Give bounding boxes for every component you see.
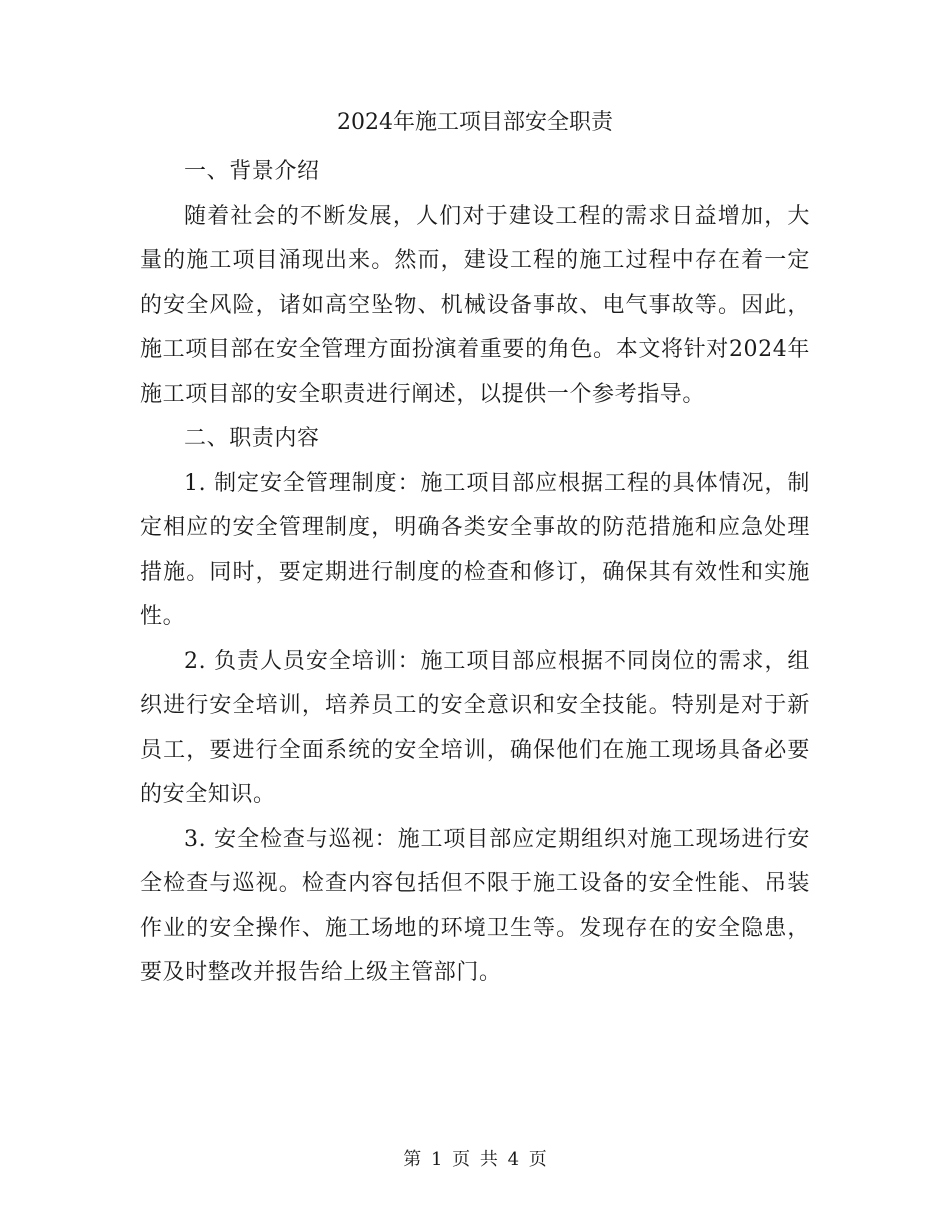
- duty-paragraph-3: 3. 安全检查与巡视：施工项目部应定期组织对施工现场进行安全检查与巡视。检查内容包括但不限于施工设备的安全性能、吊装作业的安全操作、施工场地的环境卫生等。发现存在的安全隐患，要及时整改并报告给上级主管部门。: [140, 826, 810, 985]
- document-title: 2024年施工项目部安全职责: [337, 110, 613, 135]
- section-heading-background: 一、背景介绍: [184, 159, 320, 184]
- duty-paragraph-2: 2. 负责人员安全培训：施工项目部应根据不同岗位的需求，组织进行安全培训，培养员工的安全意识和安全技能。特别是对于新员工，要进行全面系统的安全培训，确保他们在施工现场具备必要的安全知识。: [140, 648, 810, 807]
- duty-paragraph-1: 1. 制定安全管理制度：施工项目部应根据工程的具体情况，制定相应的安全管理制度，明确各类安全事故的防范措施和应急处理措施。同时，要定期进行制度的检查和修订，确保其有效性和实施性。: [140, 470, 810, 629]
- section-heading-duties: 二、职责内容: [184, 426, 320, 451]
- background-paragraph: 随着社会的不断发展，人们对于建设工程的需求日益增加，大量的施工项目涌现出来。然而，建设工程的施工过程中存在着一定的安全风险，诸如高空坠物、机械设备事故、电气事故等。因此，施工项目部在安全管理方面扮演着重要的角色。本文将针对2024年施工项目部的安全职责进行阐述，以提供一个参考指导。: [140, 203, 810, 407]
- page-footer: 第 1 页 共 4 页: [403, 1149, 547, 1170]
- document-body: [140, 150, 810, 996]
